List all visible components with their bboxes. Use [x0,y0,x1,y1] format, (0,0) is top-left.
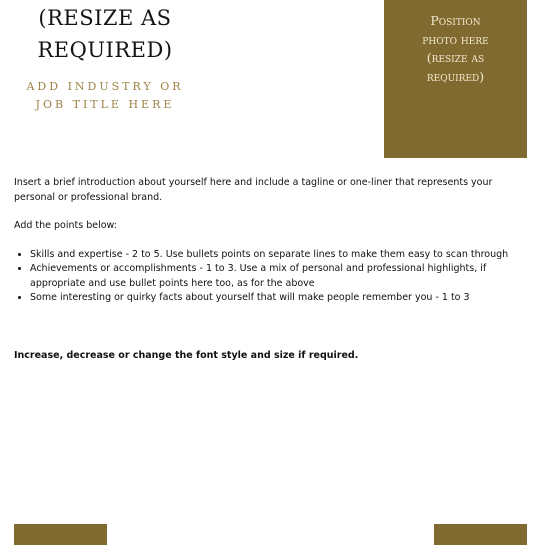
photo-placeholder-line-4: required) [426,68,485,84]
job-title-line-2: JOB TITLE HERE [35,98,175,111]
list-item: • Skills and expertise - 2 to 5. Use bullets points on separate lines to make them easy to scan through [30,248,529,263]
name-line-2: REQUIRED) [37,38,173,62]
name-line-1: (RESIZE AS [38,6,172,30]
job-title-line-1: ADD INDUSTRY OR [26,80,184,93]
footer-note: Increase, decrease or change the font style and size if required. [14,350,359,361]
list-item: • Some interesting or quirky facts about yourself that will make people remember you - 1 to 3 [30,291,529,306]
photo-placeholder-line-2: photo here [422,31,489,47]
bio-content [14,176,529,306]
job-title [0,78,210,114]
points-lead: Add the points below: [14,220,117,231]
photo-placeholder[interactable] [384,0,527,158]
intro-paragraph: Insert a brief introduction about yourself here and include a tagline or one-liner that represents your personal or professional brand. [14,177,493,203]
decorative-bar-left [14,524,107,545]
list-item: • Achievements or accomplishments - 1 to 3. Use a mix of personal and professional highlights, if appropriate and use bullet points here too, as for the above [30,262,529,291]
points-list [14,248,529,306]
photo-placeholder-line-3: (resize as [426,50,485,65]
name-header [0,2,210,114]
decorative-bar-right [434,524,527,545]
photo-placeholder-line-1: Position [430,13,481,28]
